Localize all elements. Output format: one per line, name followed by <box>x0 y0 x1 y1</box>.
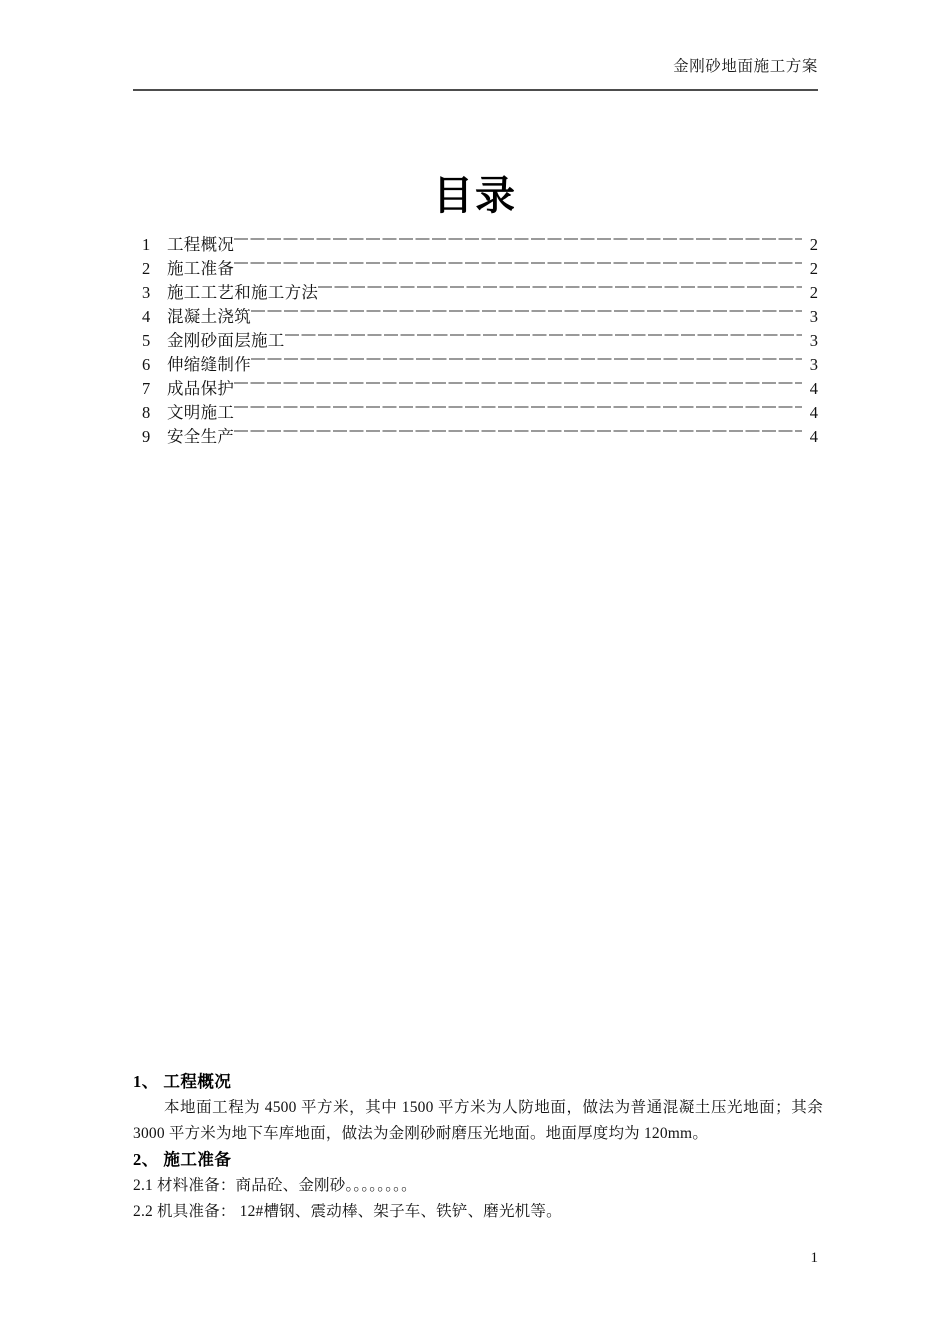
toc-entry-number: 6 <box>142 355 151 374</box>
section-heading-1: 1、 工程概况 <box>133 1072 232 1091</box>
toc-entry-page: 3 <box>809 307 818 326</box>
toc-dot-leader <box>234 418 802 442</box>
toc-entry-label: 安全生产 <box>167 427 235 446</box>
toc-entry[interactable] <box>133 370 818 398</box>
toc-entry-page: 4 <box>809 427 818 446</box>
toc-entry-number: 3 <box>142 283 151 302</box>
toc-entry[interactable] <box>133 418 818 446</box>
toc-dot-leader <box>234 370 802 394</box>
toc-entry-page: 2 <box>809 259 818 278</box>
toc-entry-page: 2 <box>809 283 818 302</box>
document-body <box>133 1069 823 1225</box>
toc-dot-leader <box>285 322 802 346</box>
header-title: 金刚砂地面施工方案 <box>673 58 818 75</box>
toc-entry-label: 施工工艺和施工方法 <box>167 283 319 302</box>
toc-entry-label: 施工准备 <box>167 259 235 278</box>
toc-entry-page: 3 <box>809 355 818 374</box>
toc-entry-number: 4 <box>142 307 151 326</box>
toc-entry-label: 混凝土浇筑 <box>167 307 251 326</box>
toc-entry-page: 3 <box>809 331 818 350</box>
toc-entry-number: 7 <box>142 379 151 398</box>
toc-entry-number: 2 <box>142 259 151 278</box>
toc-entry[interactable] <box>133 274 818 302</box>
toc-dot-leader <box>234 250 802 274</box>
toc-entry[interactable] <box>133 226 818 254</box>
toc-dot-leader <box>251 346 802 370</box>
header-divider-rule <box>133 89 818 91</box>
toc-entry-page: 4 <box>809 379 818 398</box>
page-header <box>133 56 818 78</box>
toc-dot-leader <box>234 226 802 250</box>
table-of-contents-title: 目录 <box>433 173 517 218</box>
toc-entry-number: 1 <box>142 235 151 254</box>
toc-dot-leader <box>251 298 802 322</box>
section-paragraph-1: 本地面工程为 4500 平方米，其中 1500 平方米为人防地面，做法为普通混凝土压光地面；其余 3000 平方米为地下车库地面，做法为金刚砂耐磨压光地面。地面厚度均为 120mm。 <box>133 1099 823 1142</box>
toc-dot-leader <box>234 394 802 418</box>
table-of-contents <box>133 226 818 446</box>
toc-entry-label: 伸缩缝制作 <box>167 355 251 374</box>
section-heading-2: 2、 施工准备 <box>133 1150 232 1169</box>
toc-entry-label: 工程概况 <box>167 235 235 254</box>
toc-entry-label: 金刚砂面层施工 <box>167 331 285 350</box>
toc-entry-number: 5 <box>142 331 151 350</box>
section-subitem-2-2: 2.2 机具准备： 12#槽钢、震动棒、架子车、铁铲、磨光机等。 <box>133 1203 562 1220</box>
toc-entry[interactable] <box>133 250 818 278</box>
section-subitem-2-1: 2.1 材料准备：商品砼、金刚砂。。。。。。。。 <box>133 1177 417 1194</box>
toc-dot-leader <box>318 274 802 298</box>
footer-page-number: 1 <box>810 1250 818 1266</box>
toc-entry-number: 8 <box>142 403 151 422</box>
toc-entry-page: 2 <box>809 235 818 254</box>
toc-entry[interactable] <box>133 394 818 422</box>
toc-entry-label: 成品保护 <box>167 379 235 398</box>
toc-entry-page: 4 <box>809 403 818 422</box>
toc-entry-number: 9 <box>142 427 151 446</box>
toc-entry-label: 文明施工 <box>167 403 235 422</box>
